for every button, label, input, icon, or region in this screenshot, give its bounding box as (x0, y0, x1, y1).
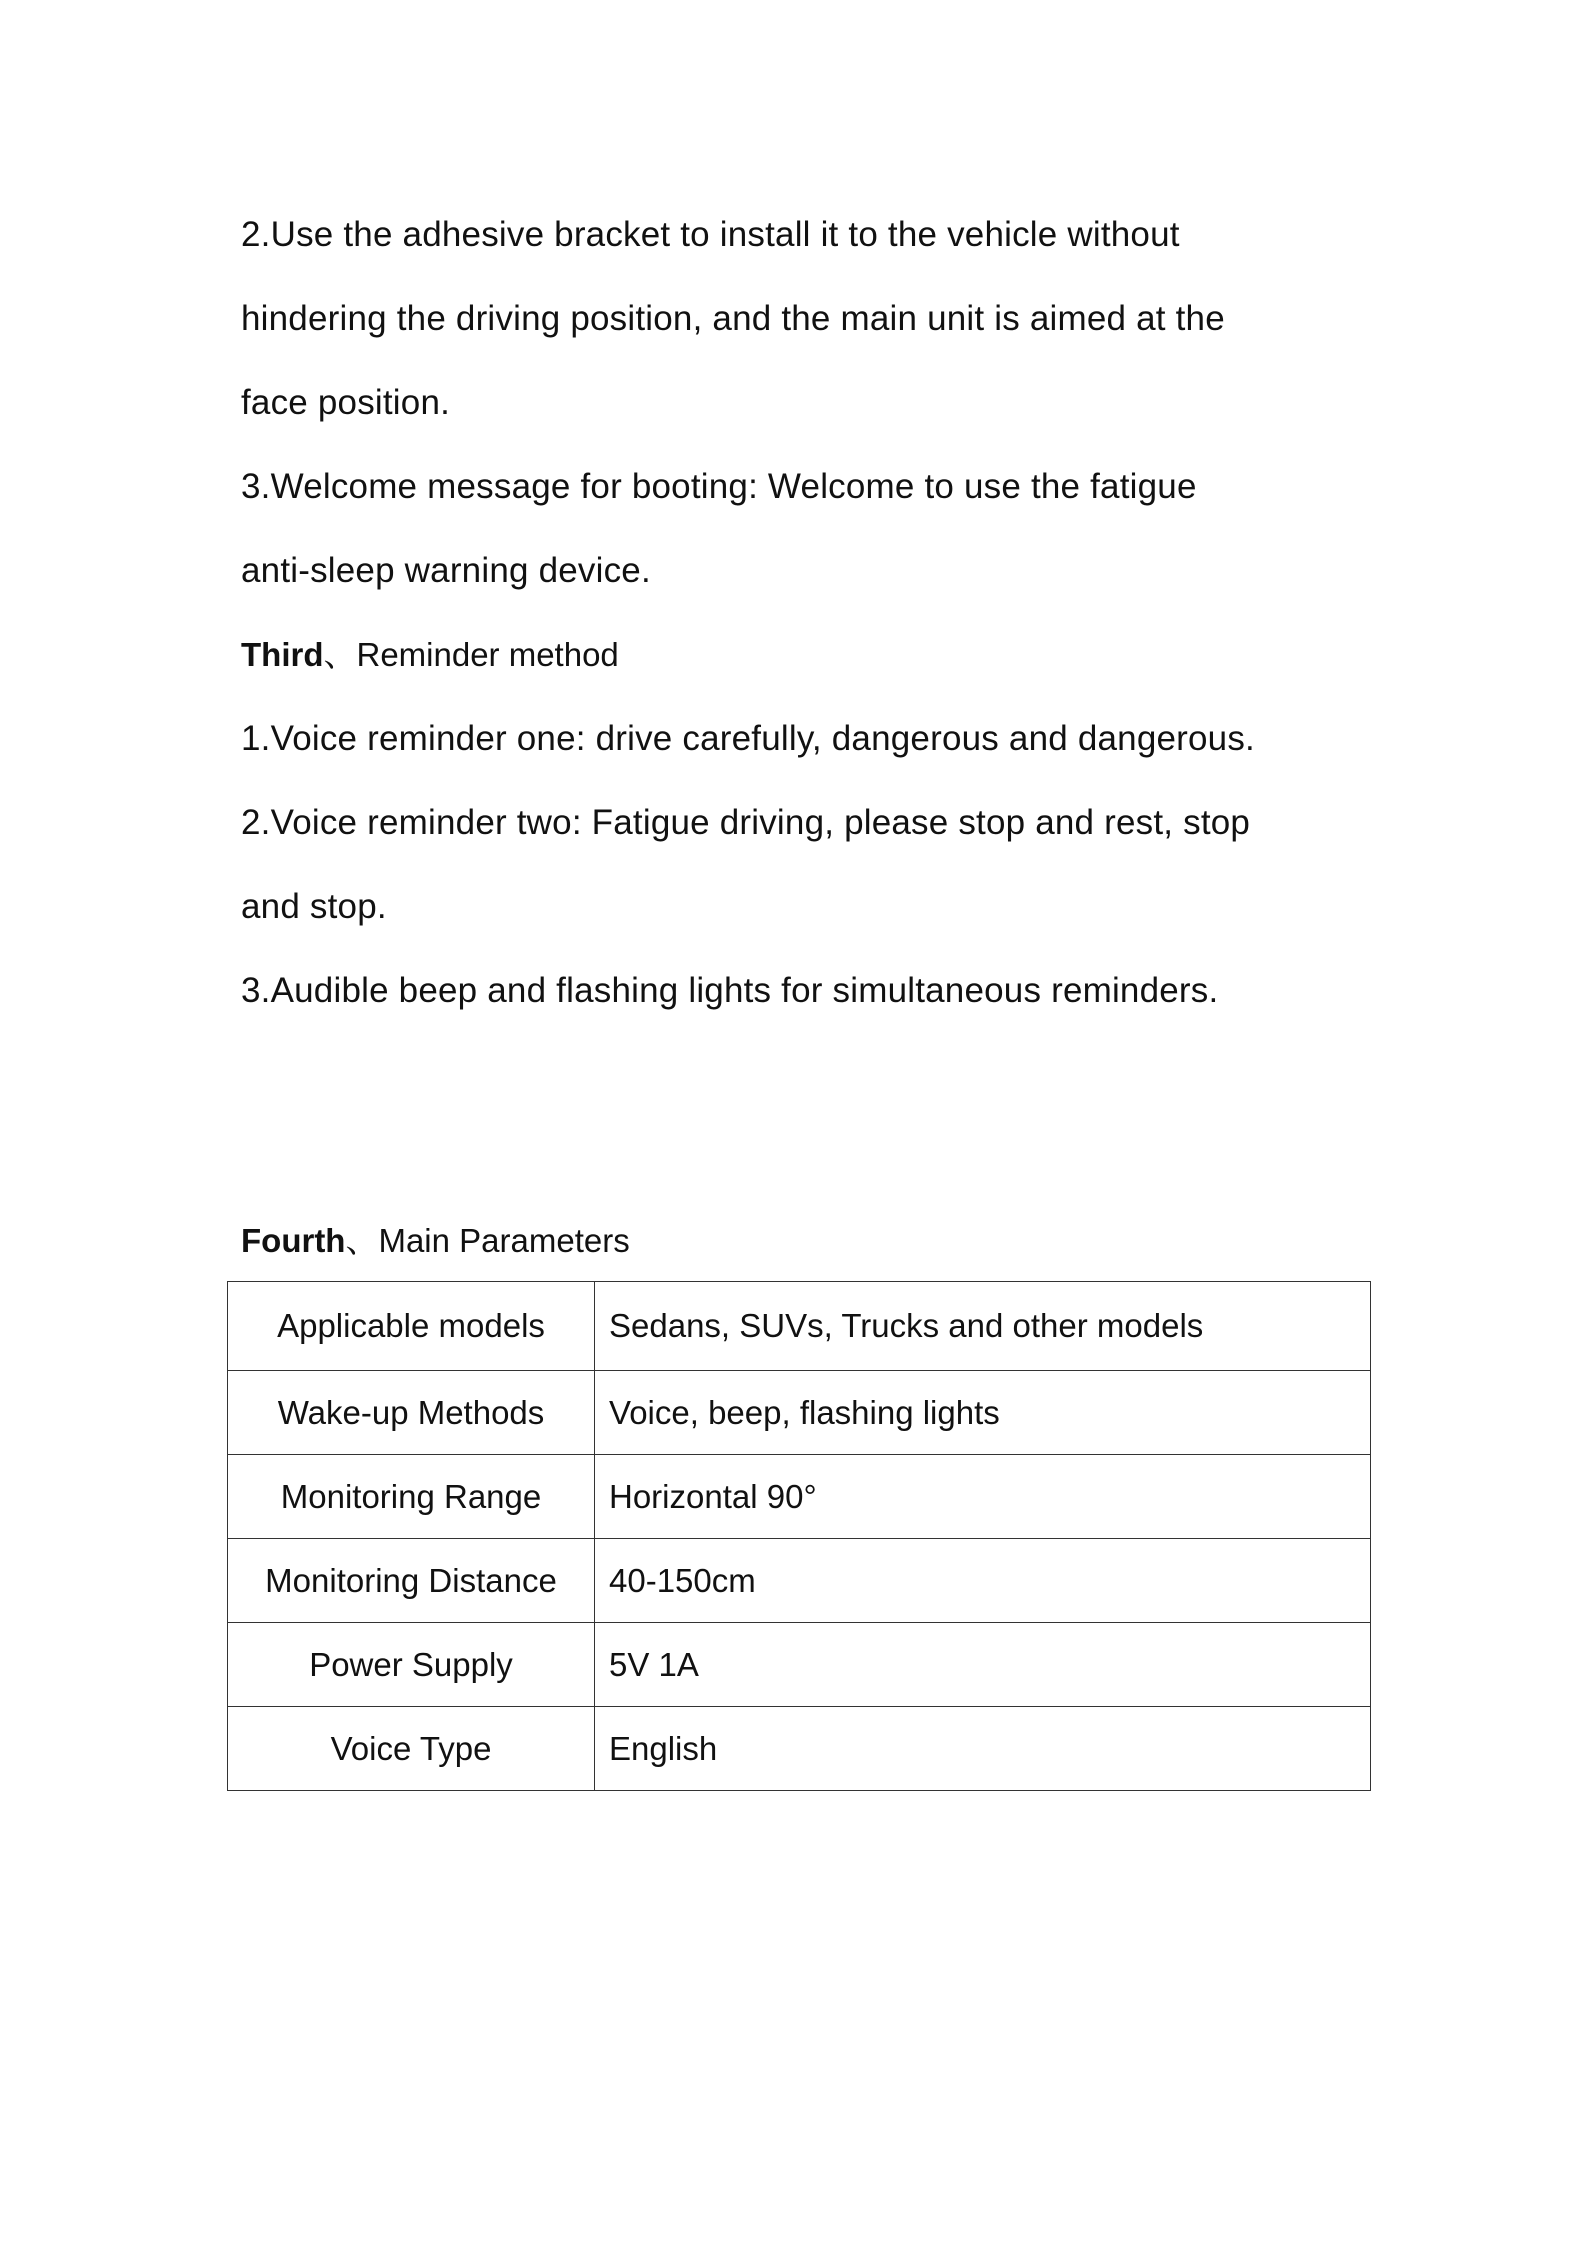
reminder-item-1: 1.Voice reminder one: drive carefully, dangerous and dangerous. (241, 719, 1255, 758)
table-row (228, 1707, 1371, 1791)
install-step2-line3: face position. (241, 383, 451, 422)
param-value: 40-150cm (595, 1539, 1371, 1623)
reminder-item-2-line1: 2.Voice reminder two: Fatigue driving, please stop and rest, stop (241, 803, 1251, 842)
param-value: Sedans, SUVs, Trucks and other models (595, 1282, 1371, 1371)
param-value: 5V 1A (595, 1623, 1371, 1707)
param-label: Applicable models (228, 1282, 595, 1371)
parameters-heading-title: 、Main Parameters (345, 1222, 630, 1259)
parameters-heading-number: Fourth (241, 1222, 346, 1259)
reminder-heading-title: 、Reminder method (323, 636, 619, 673)
param-label: Monitoring Range (228, 1455, 595, 1539)
table-row (228, 1282, 1371, 1371)
param-label: Monitoring Distance (228, 1539, 595, 1623)
table-row (228, 1539, 1371, 1623)
parameters-table (227, 1281, 1371, 1791)
table-row (228, 1371, 1371, 1455)
param-value: Horizontal 90° (595, 1455, 1371, 1539)
install-step2-line1: 2.Use the adhesive bracket to install it to the vehicle without (241, 215, 1180, 254)
reminder-heading-number: Third (241, 636, 324, 673)
table-row (228, 1455, 1371, 1539)
param-label: Voice Type (228, 1707, 595, 1791)
reminder-item-3: 3.Audible beep and flashing lights for simultaneous reminders. (241, 971, 1219, 1010)
table-row (228, 1623, 1371, 1707)
param-label: Power Supply (228, 1623, 595, 1707)
install-step3-line1: 3.Welcome message for booting: Welcome to use the fatigue (241, 467, 1197, 506)
reminder-heading (241, 633, 619, 677)
parameters-heading (241, 1219, 630, 1263)
param-value: English (595, 1707, 1371, 1791)
install-step3-line2: anti-sleep warning device. (241, 551, 651, 590)
param-value: Voice, beep, flashing lights (595, 1371, 1371, 1455)
reminder-item-2-line2: and stop. (241, 887, 387, 926)
install-step2-line2: hindering the driving position, and the main unit is aimed at the (241, 299, 1225, 338)
param-label: Wake-up Methods (228, 1371, 595, 1455)
